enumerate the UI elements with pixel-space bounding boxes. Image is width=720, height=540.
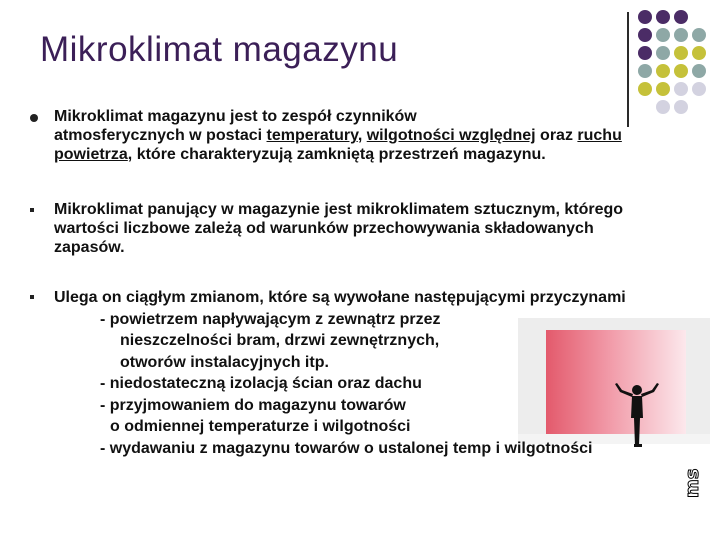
underlined-term: powietrza: [54, 146, 128, 163]
decorative-dot: [674, 82, 688, 96]
decorative-dot: [638, 46, 652, 60]
decorative-dot: [692, 28, 706, 42]
decorative-dot: [638, 82, 652, 96]
corner-logo: ms: [682, 468, 703, 498]
paragraph-1: [54, 107, 714, 164]
decorative-dot: [674, 28, 688, 42]
decorative-dot: [674, 46, 688, 60]
underlined-term: ruchu: [577, 127, 622, 144]
decorative-dot: [638, 28, 652, 42]
decorative-dot: [692, 46, 706, 60]
paragraph-2-line: wartości liczbowe zależą od warunków przechowywania składowanych: [54, 220, 594, 237]
text-fragment: , które charakteryzują zamkniętą przestrzeń magazynu.: [127, 146, 546, 163]
decorative-dot-grid: [638, 10, 720, 110]
decorative-dot: [656, 64, 670, 78]
paragraph-3-line: otworów instalacyjnych itp.: [120, 353, 329, 371]
bullet-square: [30, 295, 34, 299]
paragraph-2-line: zapasów.: [54, 239, 125, 256]
paragraph-1-line: [54, 126, 714, 145]
decorative-dot: [692, 82, 706, 96]
bullet-square: [30, 208, 34, 212]
paragraph-2-line: Mikroklimat panujący w magazynie jest mikroklimatem sztucznym, którego: [54, 201, 624, 218]
decorative-dot: [656, 82, 670, 96]
paragraph-1-line: [54, 145, 714, 164]
underlined-term: wilgotności względnej: [366, 127, 536, 144]
decorative-dot: [638, 10, 652, 24]
paragraph-3-line: - przyjmowaniem do magazynu towarów: [100, 396, 406, 414]
paragraph-2: [54, 200, 714, 257]
decorative-dot: [674, 10, 688, 24]
paragraph-3-line: - niedostateczną izolacją ścian oraz dachu: [100, 375, 422, 392]
underlined-term: temperatury: [266, 127, 358, 144]
paragraph-3-line: o odmiennej temperaturze i wilgotności: [110, 418, 411, 435]
decorative-dot: [656, 46, 670, 60]
decorative-dot: [674, 64, 688, 78]
paragraph-1-line: Mikroklimat magazynu jest to zespół czynników: [54, 108, 417, 125]
bullet-dot: [30, 114, 38, 122]
text-fragment: ,: [357, 127, 367, 144]
paragraph-3-line: - powietrzem napływającym z zewnątrz przez: [100, 310, 441, 328]
paragraph-3-line: Ulega on ciągłym zmianom, które są wywołane następującymi przyczynami: [54, 289, 626, 306]
decorative-dot: [638, 64, 652, 78]
decorative-dot: [656, 10, 670, 24]
paragraph-3-line: nieszczelności bram, drzwi zewnętrznych,: [120, 332, 440, 349]
decorative-dot: [656, 28, 670, 42]
decorative-dot: [692, 64, 706, 78]
text-fragment: oraz: [535, 127, 578, 144]
paragraph-3-line: - wydawaniu z magazynu towarów o ustalonej temp i wilgotności: [100, 439, 593, 457]
text-fragment: atmosferycznych w postaci: [54, 127, 267, 144]
slide-title: Mikroklimat magazynu: [40, 30, 399, 69]
paragraph-3: [54, 287, 720, 459]
